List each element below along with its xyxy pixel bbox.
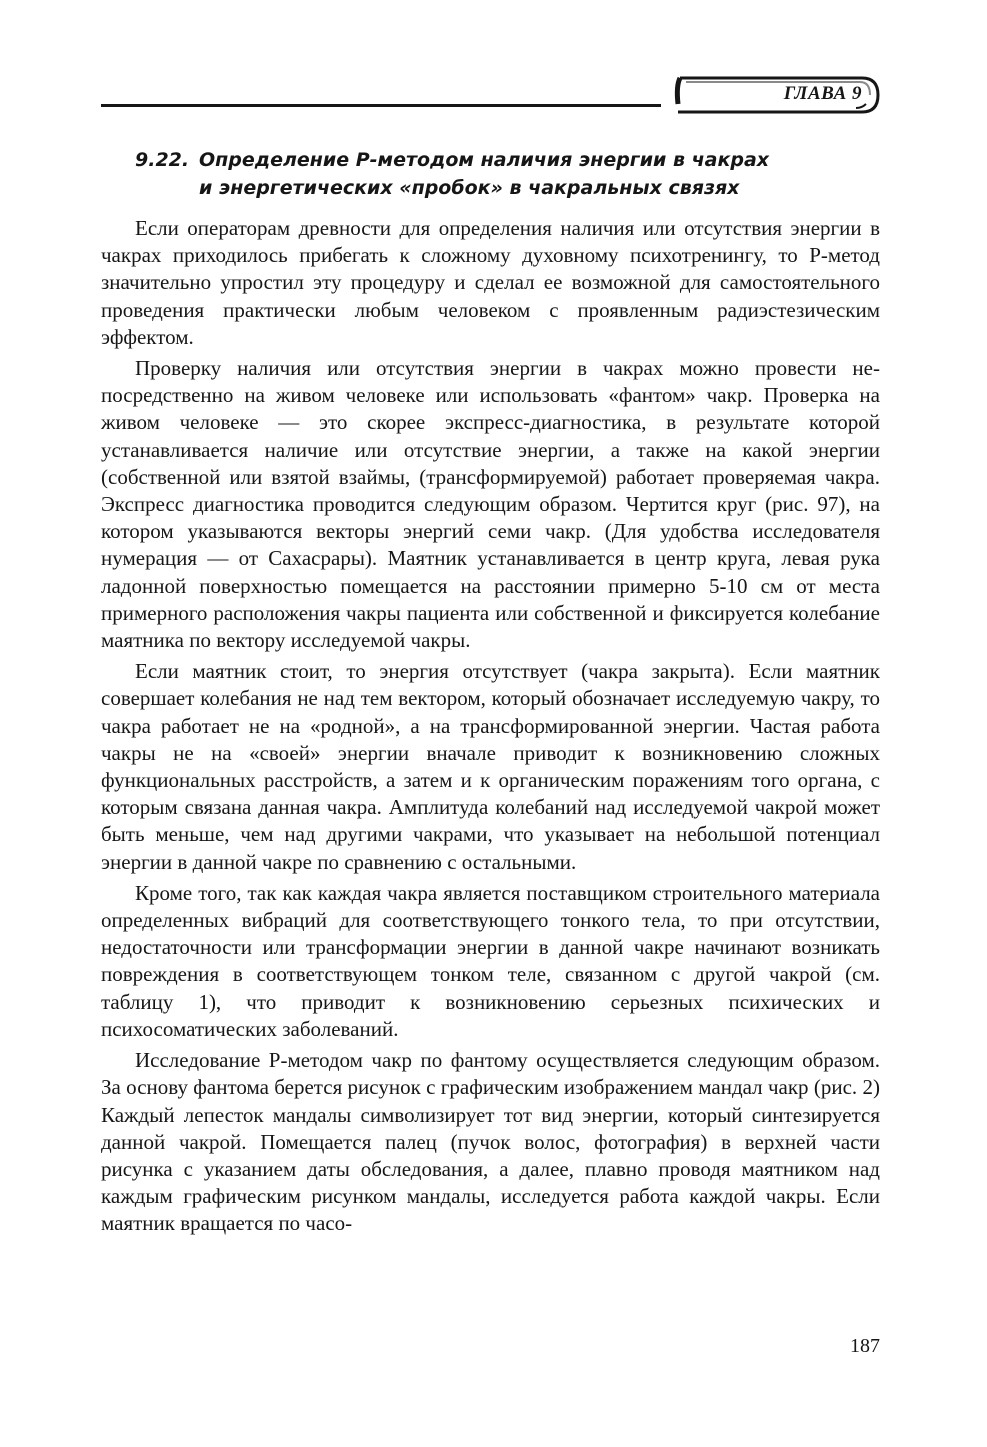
chapter-tab <box>656 74 880 116</box>
paragraph: Проверку наличия или отсутствия энергии в чакрах можно провести непосредственно на живом человеке или использовать «фантом» чакр. Проверка на живом человеке — это скорее экспресс-диагностика, в результате которой устанавливается наличие или отсутствие энергии, а также на какой энергии (собственной или взятой взаймы, (трансформируемой) работает проверяемая чакра. Экспресс диагностика проводится следующим образом. Чертится круг (рис. 97), на котором указываются векторы энергий семи чакр. (Для удобства исследователя нумерация — от Сахасрары). Маятник устанавливается в центр круга, левая рука ладонной поверхностью помещается на расстоянии примерно 5-10 см от места примерного расположения чакры пациента или собственной и фиксируется колебание маятника по вектору исследуемой чакры. <box>101 356 880 653</box>
chapter-label: ГЛАВА 9 <box>783 83 862 104</box>
paragraph: Кроме того, так как каждая чакра является поставщиком строительного материала определенных вибраций для соответствующего тонкого тела, то при отсутствии, недостаточности или трансформации энергии в данной чакре начинают возникать повреждения в соответствующем тонком теле, связанном с другой чакрой (см. таблицу 1), что приводит к возникновению серьезных психических и психосоматических заболеваний. <box>101 880 880 1041</box>
section-title-line1: Определение Р-методом наличия энергии в чакрах <box>199 149 770 171</box>
section-heading <box>135 146 855 202</box>
body-text <box>101 215 880 1242</box>
section-title-line2: и энергетических «пробок» в чакральных связях <box>199 177 740 199</box>
paragraph: Исследование Р-методом чакр по фантому осуществляется следующим образом. За основу фантома берется рисунок с графическим изображением мандал чакр (рис. 2) Каждый лепесток мандалы символизирует тот вид энергии, который синтезируется данной чакрой. Помещается палец (пучок волос, фотография) в верхней части рисунка с указанием даты обследования, а далее, плавно проводя маятником над каждым графическим рисунком мандалы, исследуется работа каждой чакры. Если маятник вращается по часо- <box>101 1048 880 1236</box>
paragraph: Если маятник стоит, то энергия отсутствует (чакра закрыта). Если маятник совершает колебания не над тем вектором, который обозначает исследуемую чакру, то чакра работает не на «родной», а на трансформированной энергии. Частая работа чакры не на «своей» энергии вначале приводит к возникновению сложных функциональных расстройств, а затем и к органическим поражениям того органа, с которым связана данная чакра. Амплитуда колебаний над исследуемой чакрой может быть меньше, чем над другими чакрами, что указывает на небольшой потенциал энергии в данной чакре по сравнению с остальными. <box>101 659 880 874</box>
page-number: 187 <box>850 1335 880 1357</box>
paragraph: Если операторам древности для определения наличия или отсутствия энергии в чакрах приходилось прибегать к сложному духовному психотренингу, то Р-метод значительно упростил эту процедуру и сделал ее возможной для самостоятельного проведения практически любым человеком с проявленным радиэстезическим эффектом. <box>101 216 880 349</box>
section-number: 9.22. <box>135 149 190 171</box>
header-rule <box>101 104 661 107</box>
